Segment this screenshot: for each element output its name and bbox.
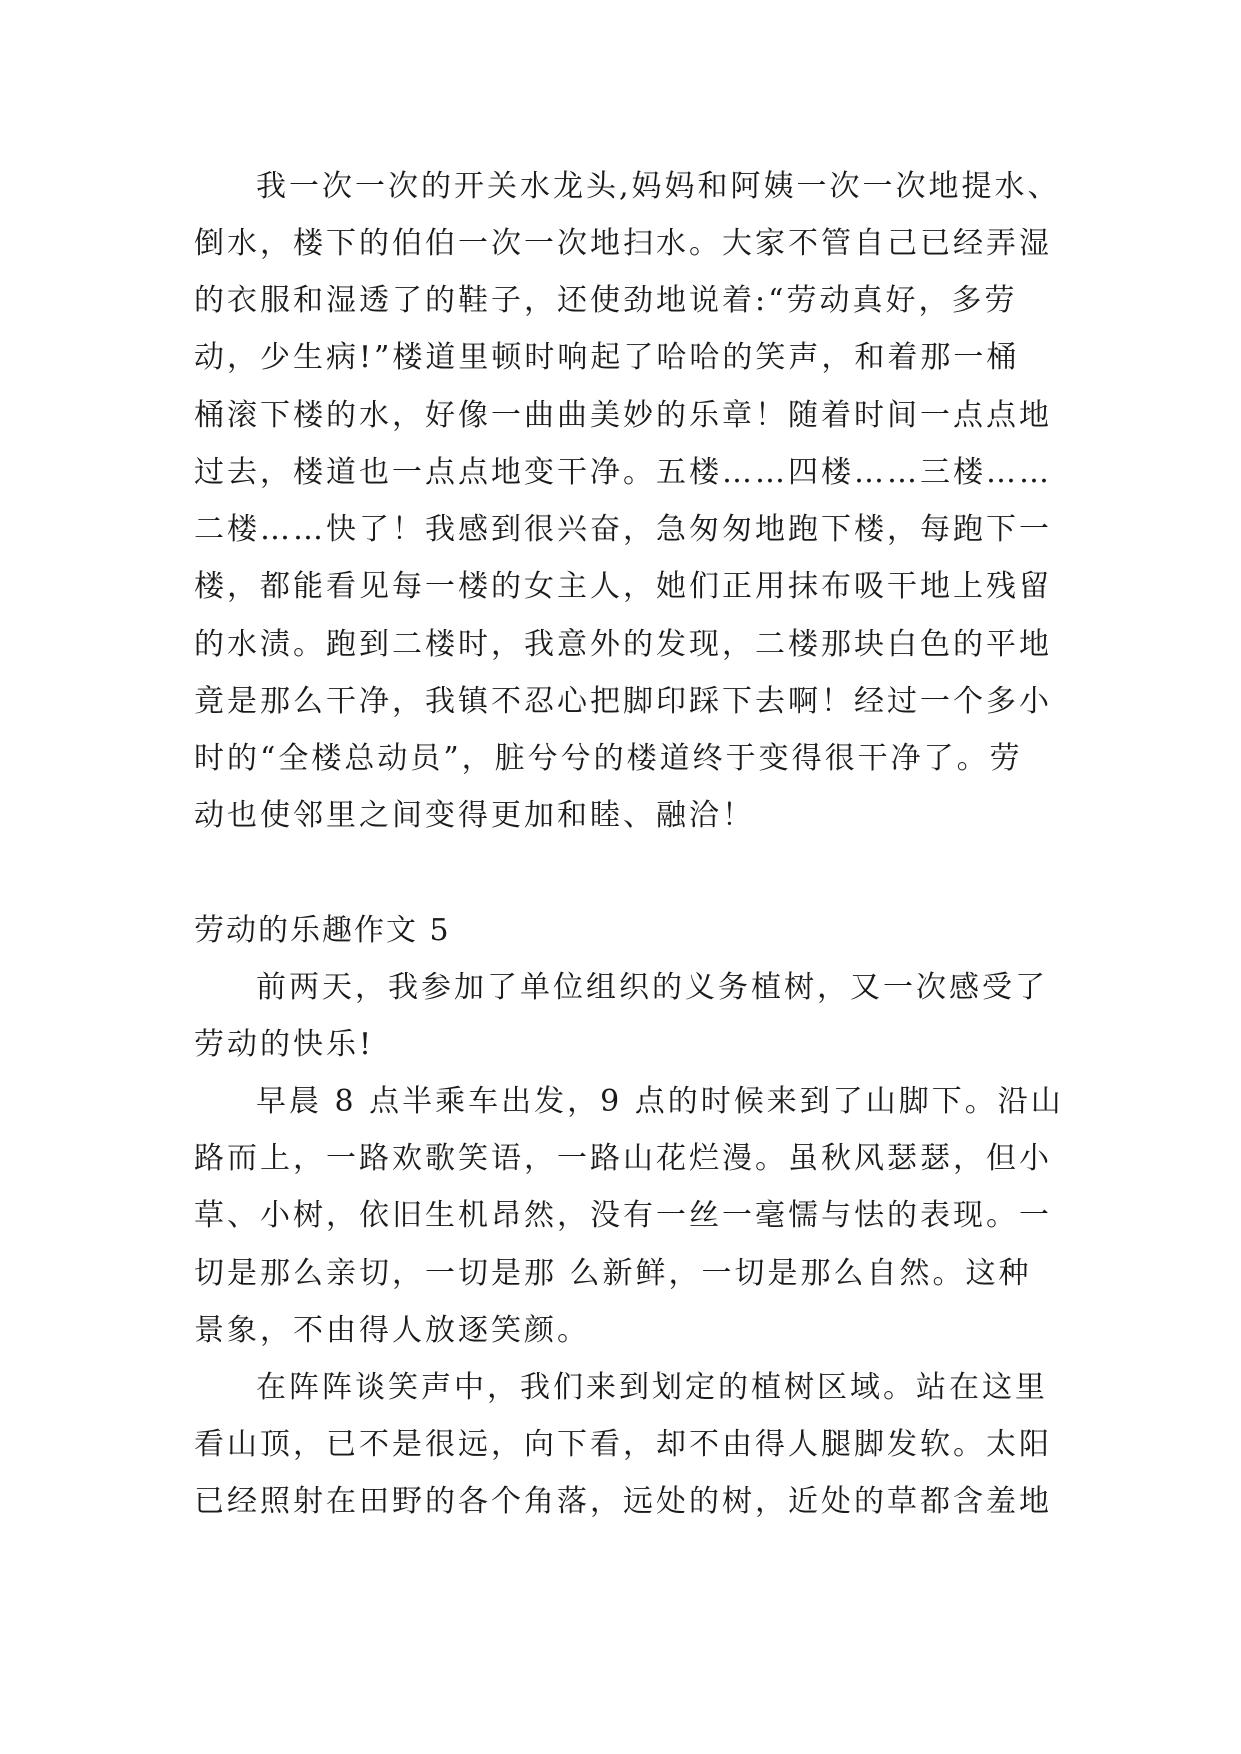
paragraph-line: 路而上，一路欢歌笑语，一路山花烂漫。虽秋风瑟瑟，但小 bbox=[194, 1141, 1052, 1176]
paragraph-line: 早晨 8 点半乘车出发，9 点的时候来到了山脚下。沿山 bbox=[256, 1084, 1064, 1119]
paragraph-line: 的水渍。跑到二楼时，我意外的发现，二楼那块白色的平地 bbox=[194, 627, 1052, 662]
paragraph-line: 我一次一次的开关水龙头,妈妈和阿姨一次一次地提水、 bbox=[256, 169, 1061, 204]
paragraph-line: 桶滚下楼的水，好像一曲曲美妙的乐章！随着时间一点点地 bbox=[194, 398, 1052, 433]
paragraph-line: 在阵阵谈笑声中，我们来到划定的植树区域。站在这里 bbox=[256, 1370, 1048, 1405]
section-heading: 劳动的乐趣作文 5 bbox=[194, 913, 451, 948]
paragraph-line: 时的“全楼总动员”，脏兮兮的楼道终于变得很干净了。劳 bbox=[194, 741, 1023, 776]
paragraph-line: 的衣服和湿透了的鞋子，还使劲地说着:“劳动真好，多劳 bbox=[194, 283, 1018, 318]
paragraph-line: 楼，都能看见每一楼的女主人，她们正用抹布吸干地上残留 bbox=[194, 569, 1052, 604]
paragraph-line: 二楼……快了！我感到很兴奋，急匆匆地跑下楼，每跑下一 bbox=[194, 512, 1052, 547]
paragraph-line: 倒水，楼下的伯伯一次一次地扫水。大家不管自己已经弄湿 bbox=[194, 226, 1052, 261]
paragraph-line: 动也使邻里之间变得更加和睦、融洽！ bbox=[194, 798, 755, 833]
paragraph-line: 竟是那么干净，我镇不忍心把脚印踩下去啊！经过一个多小 bbox=[194, 684, 1052, 719]
paragraph-line: 草、小树，依旧生机昂然，没有一丝一毫懦与怯的表现。一 bbox=[194, 1198, 1052, 1233]
paragraph-line: 劳动的快乐! bbox=[194, 1027, 375, 1062]
paragraph-line: 切是那么亲切，一切是那 么新鲜，一切是那么自然。这种 bbox=[194, 1256, 1032, 1291]
paragraph-line: 已经照射在田野的各个角落，远处的树，近处的草都含羞地 bbox=[194, 1484, 1052, 1519]
paragraph-line: 看山顶，已不是很远，向下看，却不由得人腿脚发软。太阳 bbox=[194, 1427, 1052, 1462]
paragraph-line: 过去，楼道也一点点地变干净。五楼……四楼……三楼…… bbox=[194, 455, 1052, 490]
paragraph-line: 前两天，我参加了单位组织的义务植树，又一次感受了 bbox=[256, 970, 1048, 1005]
paragraph-line: 动，少生病!”楼道里顿时响起了哈哈的笑声，和着那一桶 bbox=[194, 340, 1020, 375]
paragraph-line: 景象，不由得人放逐笑颜。 bbox=[194, 1313, 590, 1348]
